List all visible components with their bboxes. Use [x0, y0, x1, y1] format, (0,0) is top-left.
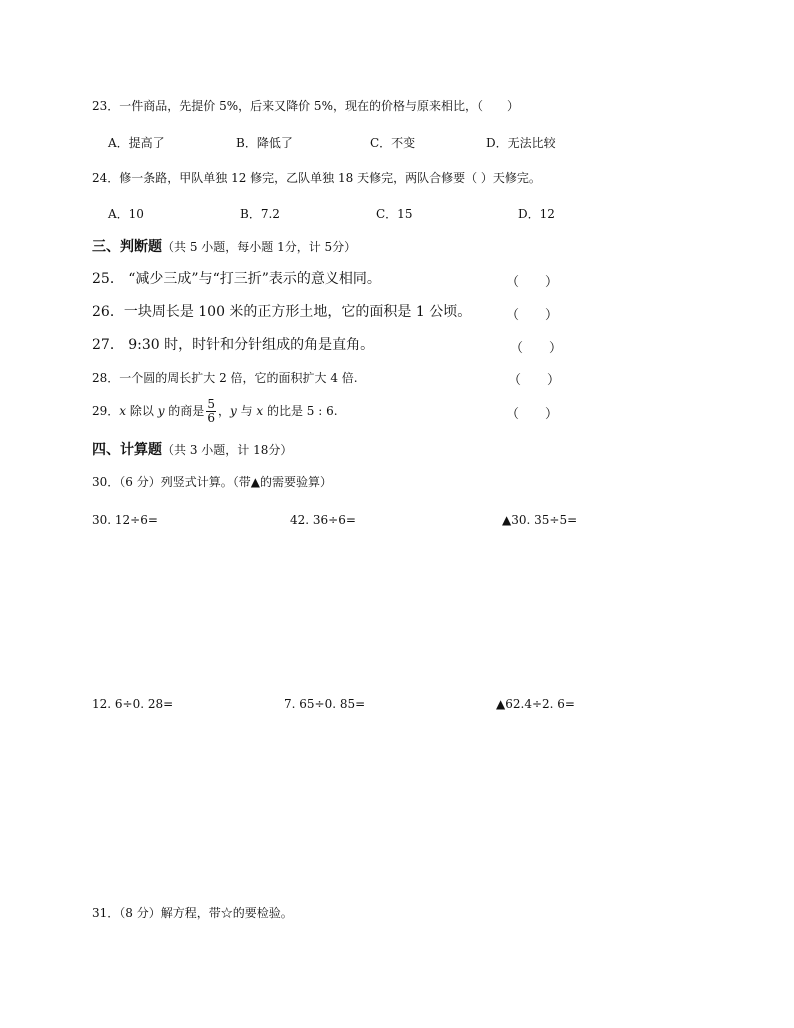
question-30: 30．（6 分）列竖式计算。（带▲的需要验算）: [92, 475, 332, 489]
section-4-title: 四、计算题: [92, 442, 162, 458]
var-y: y: [229, 404, 237, 418]
answer-blank-29[interactable]: （ ）: [506, 407, 559, 422]
calc-item: 42. 36÷6=: [290, 513, 356, 527]
calc-item: 30. 12÷6=: [92, 513, 158, 527]
section-3-title: 三、判断题: [92, 239, 162, 255]
q29-text-c: ，: [217, 404, 230, 418]
fraction-numerator: 5: [207, 397, 215, 411]
q24-option-b: B．7.2: [240, 207, 280, 221]
calc-item: 12. 6÷0. 28=: [92, 697, 174, 711]
calc-item: ▲62.4÷2. 6=: [496, 697, 575, 711]
var-y: y: [157, 404, 165, 418]
question-31: 31．（8 分）解方程，带☆的要检验。: [92, 906, 293, 920]
section-3-header: [92, 239, 356, 255]
q23-option-a: A．提高了: [108, 136, 165, 150]
question-28: 28．一个圆的周长扩大 2 倍，它的面积扩大 4 倍.: [92, 371, 358, 385]
section-3-note: （共 5 小题，每小题 1分，计 5分）: [162, 240, 357, 254]
answer-blank-25[interactable]: （ ）: [506, 275, 559, 290]
q23-option-b: B．降低了: [236, 136, 293, 150]
var-x: x: [119, 404, 127, 418]
fraction-five-sixths: [206, 398, 216, 425]
q29-text-d: 与: [236, 404, 257, 418]
question-23: 23．一件商品，先提价 5%，后来又降价 5%，现在的价格与原来相比，（ ）: [92, 99, 519, 113]
answer-blank-26[interactable]: （ ）: [506, 308, 559, 323]
q29-text-e: 的比是 5 : 6.: [263, 404, 338, 418]
question-25: 25． “减少三成”与“打三折”表示的意义相同。: [92, 271, 381, 287]
calc-item: 7. 65÷0. 85=: [284, 697, 366, 711]
q29-number: 29．: [92, 404, 120, 418]
question-26: 26．一块周长是 100 米的正方形土地，它的面积是 1 公顷。: [92, 304, 472, 320]
section-4-header: [92, 442, 292, 458]
question-29: [92, 397, 338, 425]
q29-text-a: 除以: [126, 404, 158, 418]
calc-item: ▲30. 35÷5=: [502, 513, 578, 527]
question-24: 24．修一条路，甲队单独 12 修完，乙队单独 18 天修完，两队合修要（ ）天修完。: [92, 171, 541, 185]
q24-option-a: A．10: [108, 207, 144, 221]
answer-blank-27[interactable]: （ ）: [510, 341, 563, 356]
q24-option-c: C．15: [376, 207, 413, 221]
q23-option-d: D．无法比较: [486, 136, 556, 150]
q23-option-c: C．不变: [370, 136, 416, 150]
fraction-denominator: 6: [207, 411, 215, 425]
q24-option-d: D．12: [518, 207, 555, 221]
q29-text-b: 的商是: [164, 404, 205, 418]
var-x: x: [256, 404, 264, 418]
question-27: 27． 9:30 时，时针和分针组成的角是直角。: [92, 337, 375, 353]
section-4-note: （共 3 小题，计 18分）: [162, 443, 293, 457]
answer-blank-28[interactable]: （ ）: [508, 373, 561, 388]
